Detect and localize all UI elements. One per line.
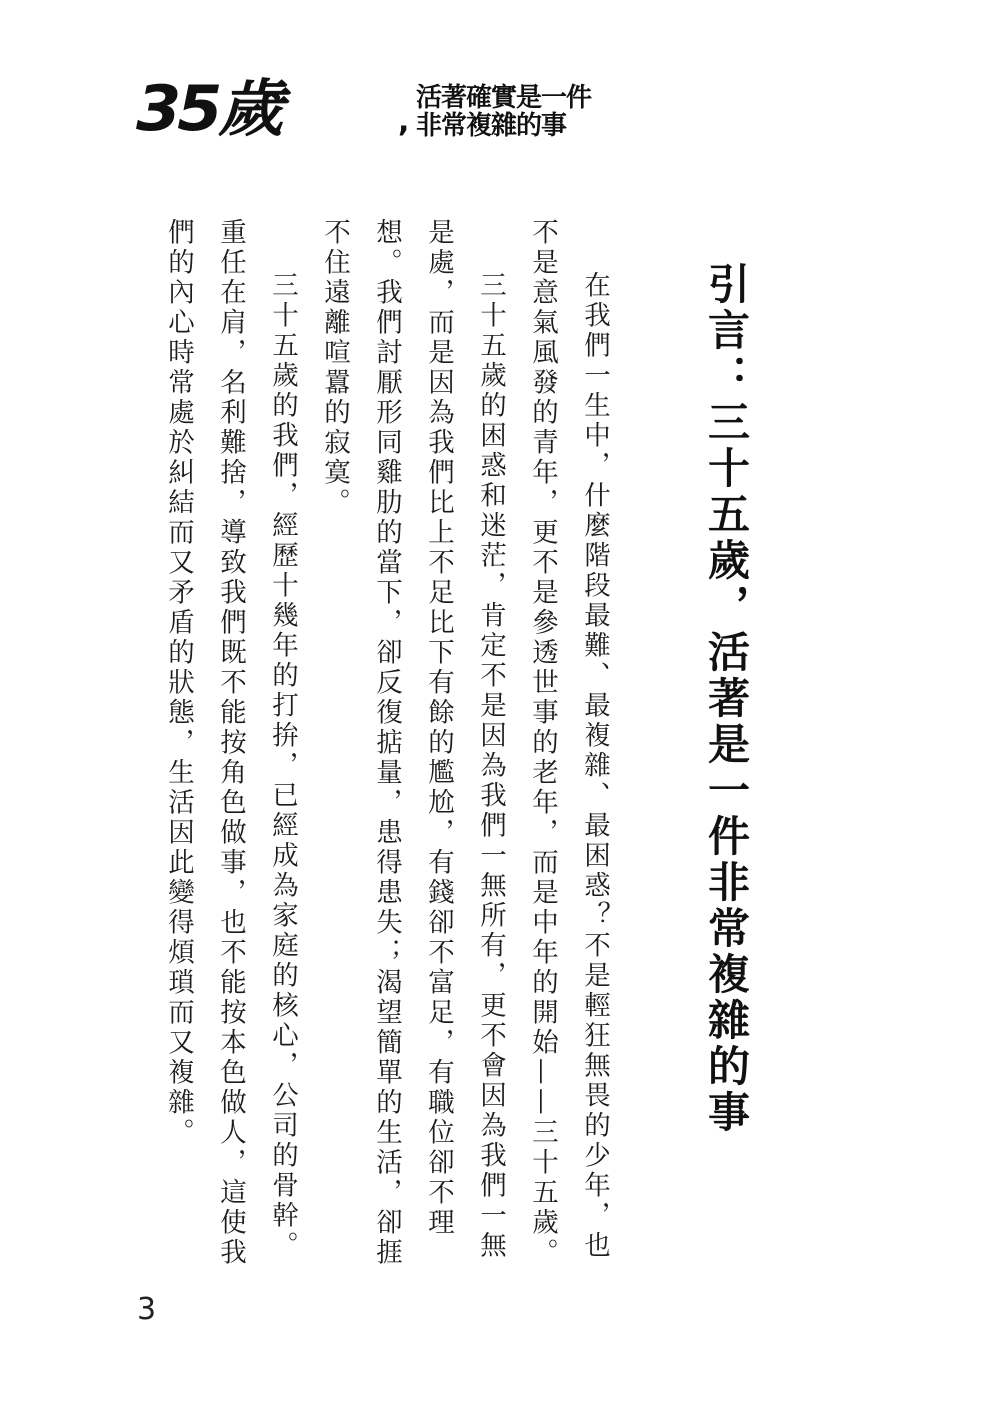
paragraph-3: 三十五歲的我們，經歷十幾年的打拚，已經成為家庭的核心，公司的骨幹。重任在肩，名利難捨，導致我們既不能按角色做事，也不能按本色做人，這使我們的內心時常處於糾結而又矛盾的狀態，生活因此變得煩瑣而又複雜。 <box>163 218 298 1268</box>
paragraph-1: 在我們一生中，什麼階段最難、最複雜、最困惑？不是輕狂無畏的少年，也不是意氣風發的青年，更不是參透世事的老年，而是中年的開始——三十五歲。 <box>527 218 610 1268</box>
logo-comma: , <box>398 104 410 139</box>
logo-subtitle-line-2: 非常複雜的事 <box>416 111 567 141</box>
logo-age-text: 35歲 <box>136 72 280 145</box>
paragraph-2: 三十五歲的困惑和迷茫，肯定不是因為我們一無所有，更不會因為我們一無是處，而是因為我們比上不足比下有餘的尷尬，有錢卻不富足，有職位卻不理想。我們討厭形同雞肋的當下，卻反復掂量，患得患失；渴望簡單的生活，卻捱不住遠離喧囂的寂寞。 <box>319 218 506 1268</box>
page-number: 3 <box>137 1292 157 1327</box>
chapter-title: 引言：三十五歲，活著是一件非常複雜的事 <box>702 262 751 1136</box>
logo-subtitle-line-1: 活著確實是一件 <box>416 83 592 113</box>
body-text <box>163 218 620 1278</box>
running-header-logo <box>136 72 592 148</box>
